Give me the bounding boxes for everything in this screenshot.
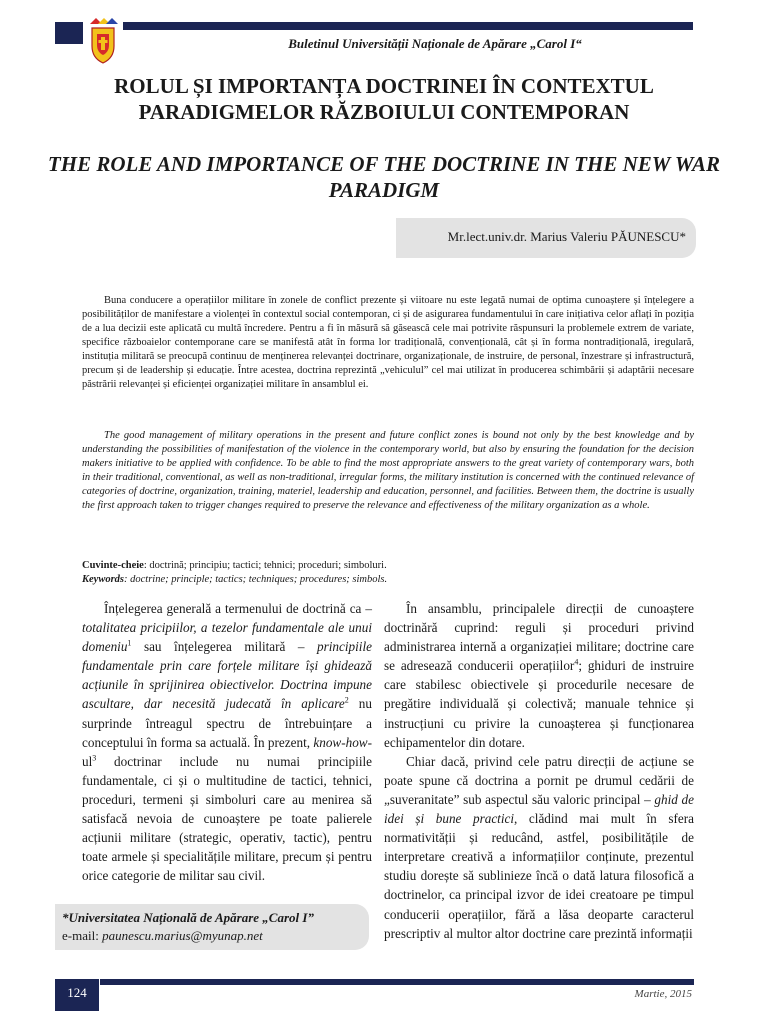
text-run-italic: totalitatea pricipiilor, a tezelor fundamentale ale unui domeniu — [82, 620, 372, 655]
email-address: paunescu.marius@myunap.net — [102, 928, 263, 943]
text-run: , clădind mai mult în sfera normativității și reducând, astfel, posibilitățile de interpretare creativă a informațiilor conținute, prezentul studiu dorește să sublinieze încă o dată latura filosofică a doctrinelor, ca principal izvor de idei creatoare pe timpul conducerii operațiilor, fără a lăsa deoparte caracterul prescriptiv al multor altor doctrine care prezintă informații — [384, 811, 694, 941]
body-paragraph — [384, 599, 694, 752]
text-run-italic: know-how — [313, 734, 368, 750]
keywords-romanian — [82, 559, 694, 573]
text-run-italic: principiile fundamentale prin care forțele militare își ghidează acțiunile în sprijinirea obiectivelor. Doctrina impune ascultare, dar necesită judecată în aplicare — [82, 639, 372, 712]
author-name: Mr.lect.univ.dr. Marius Valeriu PĂUNESCU* — [447, 229, 686, 244]
email-label: e-mail: — [62, 928, 103, 943]
body-column-left — [82, 599, 372, 885]
footer-bar — [100, 979, 694, 985]
journal-title: Buletinul Universității Naționale de Apărare „Carol I“ — [288, 36, 582, 51]
body-paragraph — [82, 599, 372, 885]
keywords-ro-text: : doctrină; principiu; tactici; tehnici; proceduri; simboluri. — [143, 560, 387, 571]
footnote-ref: 1 — [127, 638, 132, 648]
article-title-english: THE ROLE AND IMPORTANCE OF THE DOCTRINE IN THE NEW WAR PARADIGM — [47, 152, 721, 202]
article-title-romanian: ROLUL ȘI IMPORTANȚA DOCTRINEI ÎN CONTEXTUL PARADIGMELOR RĂZBOIULUI CONTEMPORAN — [114, 74, 654, 124]
issue-date: Martie, 2015 — [634, 988, 692, 1000]
text-run: În ansamblu, principalele direcții de cunoaștere doctrinără cuprind: reguli și proceduri privind administrarea internă a organizației militare; doctrine care se adresează conducerii operațiilor — [384, 601, 694, 674]
affiliation-email — [62, 928, 372, 944]
footnote-ref: 4 — [574, 657, 579, 667]
keywords-en-text: : doctrine; principle; tactics; techniques; procedures; simbols. — [124, 574, 388, 585]
text-run: ; ghiduri de instruire care stabilesc obiectivele și procedurile necesare de pregătire individuală și colectivă; manuale tehnice și instrucțiuni cu privire la cunoașterea și funcționarea echipamentelor din dotare. — [384, 658, 694, 750]
abstract-english: The good management of military operations in the present and future conflict zones is bound not only by the best knowledge and by understanding the possibilities of manifestation of the violence in the contemporary world, but also by ensuring the foundation for the decision makers initiative to be applied with confidence. To be able to find the most appropriate answers to the great variety of contemporary wars, both in their traditional, conventional, as well as non-traditional, irregular forms, the military institution is concerned with the continued relevance of categories of doctrine, organization, training, materiel, leadership and education, personnel, and facilities. Between them, the doctrine is usually the first approach taken to trigger changes required to preserve the relevance and effectiveness of the military organization as a whole. — [82, 430, 694, 511]
affiliation-name: *Universitatea Națională de Apărare „Carol I” — [62, 910, 314, 925]
header-corner-block — [55, 22, 83, 44]
text-run: sau înțelegerea militară – — [131, 639, 318, 655]
footnote-ref: 2 — [344, 696, 349, 706]
footnote-ref: 3 — [92, 753, 97, 763]
body-column-right — [384, 599, 694, 943]
keywords-ro-label: Cuvinte-cheie — [82, 560, 144, 571]
keywords-en-label: Keywords — [82, 574, 124, 585]
text-run: Înțelegerea generală a termenului de doctrină ca – — [104, 601, 372, 616]
abstract-romanian: Buna conducere a operațiilor militare în zonele de conflict prezente și viitoare nu este legată numai de optima cunoaștere și înțelegere a posibilităților de manifestare a violenței în contextul social contemporan, ci și de asigurarea fundamentului în care inițiativa celor aflați în poziția de a lua decizii este aplicată cu multă încredere. Pentru a fi în măsură să găsească cele mai potrivite răspunsuri la problemele extrem de variate, specifice războaielor contemporane care se manifestă atât în forma lor tradițională, convențională, cât și în forma nontradițională, iregulară, instituția militară se preocupă continuu de menținerea relevanței doctrinare, organizaționale, de instruire, de personal, înzestrare și infrastructură, precum și de leadership și educație. Între acestea, doctrina reprezintă „vehiculul” cel mai utilizat în producerea schimbării și adaptării necesare păstrării relevanței și eficienței organizației militare în ansamblul ei. — [82, 295, 694, 390]
text-run: doctrinar include nu numai principiile fundamentale, ci și o multitudine de tactici, tehnici, proceduri, termeni și simboluri care au menirea să satisfacă nevoia de cunoaștere pe toate palierele acțiunii militare (strategic, operativ, tactic), pentru toate armele și specialitățile militare, precum și pentru orice categorie de militar sau civil. — [82, 753, 372, 884]
body-paragraph — [384, 752, 694, 943]
text-run: nu surprinde întreagul spectru de întrebuințare a conceptului în forma sa actuală. În prezent, — [82, 696, 372, 750]
page-number: 124 — [67, 985, 87, 1000]
university-crest-logo — [86, 18, 120, 64]
text-run: Chiar dacă, privind cele patru direcții de acțiune se poate spune că doctrina a pornit pe drumul cedării de „suveranitate” sub aspectul său valoric principal – — [384, 753, 694, 807]
keywords-english — [82, 573, 694, 587]
text-run: -ul — [82, 734, 372, 769]
header-bar — [123, 22, 693, 30]
text-run-italic: ghid de idei și bune practici — [384, 791, 694, 827]
